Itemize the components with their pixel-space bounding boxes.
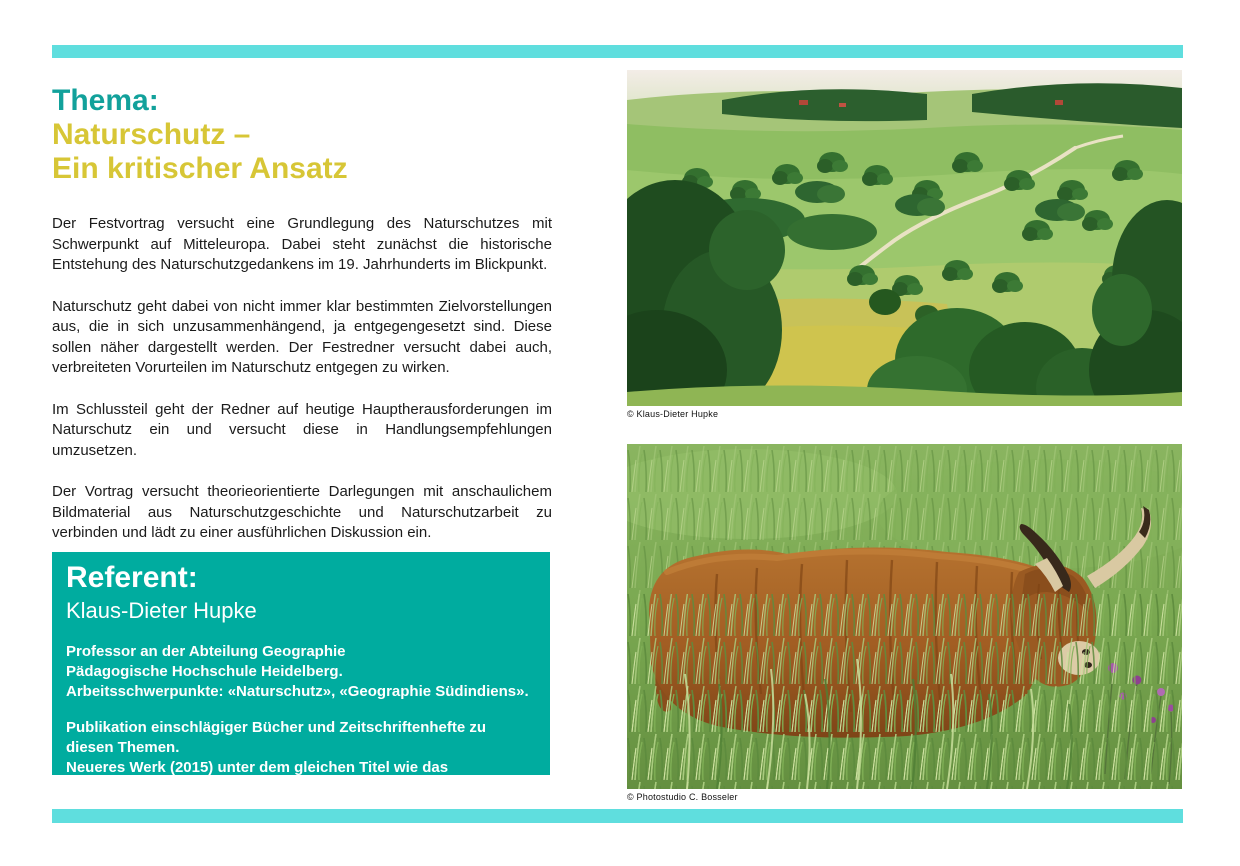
bottom-accent-bar [52, 809, 1183, 823]
landscape-photo-block [627, 70, 1182, 420]
highland-cattle-photo [627, 444, 1182, 789]
photo-credit: © Photostudio C. Bosseler [627, 792, 738, 802]
abstract-paragraph: Naturschutz geht dabei von nicht immer klar bestimmten Zielvorstellungen aus, die in sich unzusammenhängend, ja entgegengesetzt sind. Diese sollen näher dargestellt werden. Der Festredner versucht dabei auch, verbreiteten Vorurteilen im Naturschutz entgegen zu wirken. [52, 297, 552, 376]
referent-detail-line: Pädagogische Hochschule Heidelberg. [66, 663, 343, 680]
page-title-line2: Ein kritischer Ansatz [52, 152, 348, 185]
referent-heading: Referent: [66, 561, 198, 594]
referent-name: Klaus-Dieter Hupke [66, 598, 257, 623]
abstract-paragraph: Im Schlussteil geht der Redner auf heutige Hauptherausforderungen im Naturschutz ein und versucht diese in Handlungsempfehlungen umzusetzen. [52, 400, 552, 459]
photo-credit: © Klaus-Dieter Hupke [627, 409, 719, 419]
top-accent-bar [52, 45, 1183, 58]
abstract-paragraph: Der Festvortrag versucht eine Grundlegung des Naturschutzes mit Schwerpunkt auf Mitteleuropa. Dabei steht zunächst die historische Entstehung des Naturschutzgedankens im 19. Jahrhunderts im Blickpunkt. [52, 215, 552, 273]
abstract-paragraph: Der Vortrag versucht theorieorientierte Darlegungen mit anschaulichem Bildmaterial aus Naturschutzgeschichte und Naturschutzarbeit zu verbinden und lädt zu einer ausführlichen Diskussion ein. [52, 483, 552, 541]
referent-detail-line: Arbeitsschwerpunkte: «Naturschutz», «Geographie Südindiens». [66, 683, 529, 700]
referent-detail-line: Professor an der Abteilung Geographie [66, 643, 346, 660]
referent-box [52, 552, 550, 796]
text-column [52, 84, 552, 544]
referent-publication-line: Neueres Werk (2015) unter dem gleichen Titel wie das Vortragsthema. [66, 759, 449, 796]
referent-details [66, 642, 534, 702]
referent-publication [66, 718, 534, 798]
referent-publication-line: Publikation einschlägiger Bücher und Zeitschriftenhefte zu diesen Themen. [66, 719, 487, 756]
landscape-photo [627, 70, 1182, 406]
page-title-line1: Naturschutz – [52, 118, 251, 151]
highland-cattle-photo-block [627, 444, 1182, 803]
page-title-label: Thema: [52, 84, 159, 117]
abstract-text [52, 214, 552, 544]
